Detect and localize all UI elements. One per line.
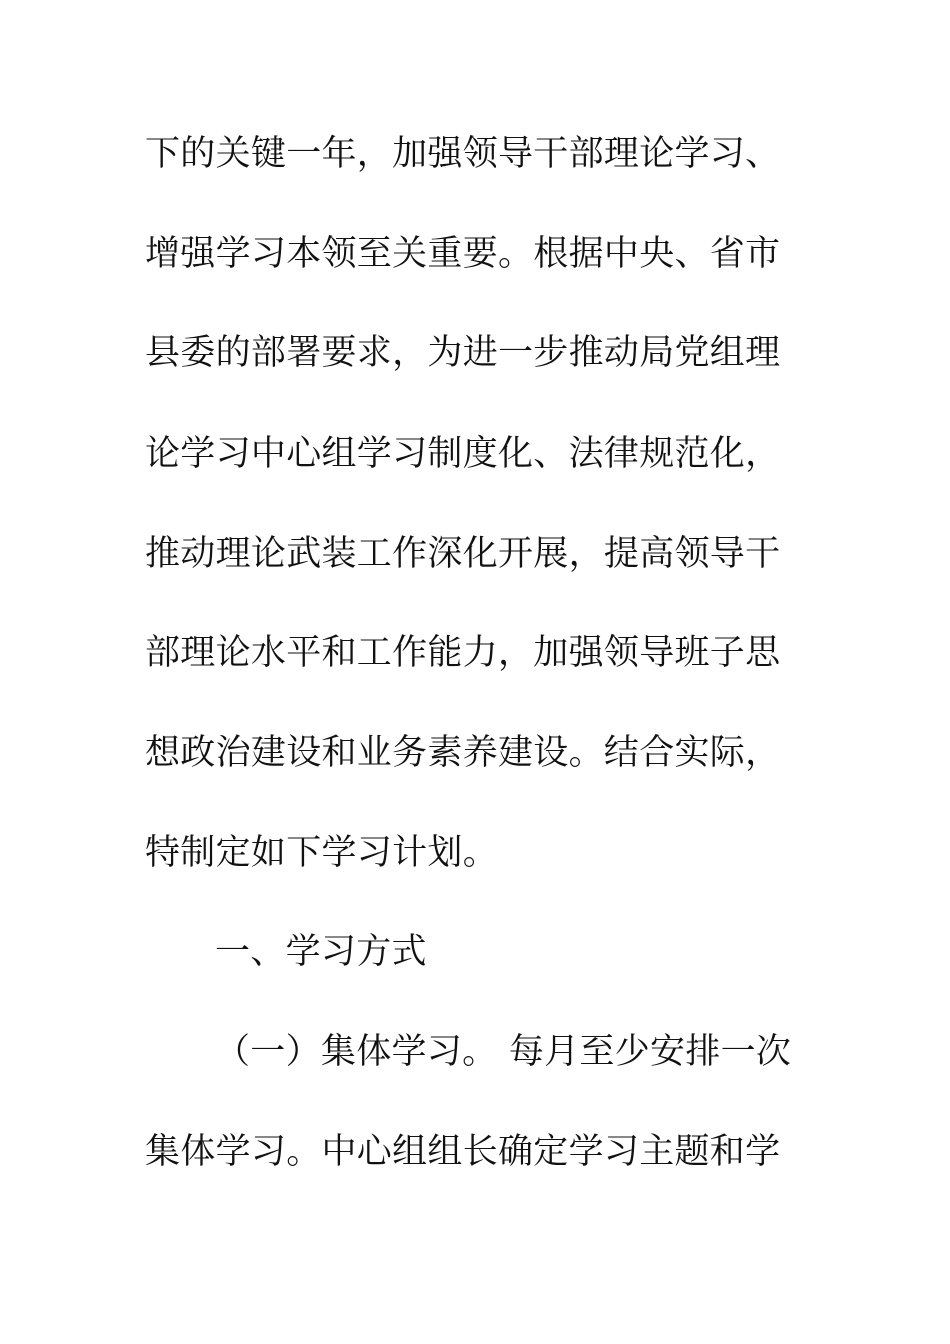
body-text-line: 县委的部署要求，为进一步推动局党组理 bbox=[145, 333, 781, 373]
section-heading: 一、学习方式 bbox=[215, 932, 427, 972]
body-text-line: 下的关键一年，加强领导干部理论学习、 bbox=[145, 134, 781, 174]
body-text-line: 部理论水平和工作能力，加强领导班子思 bbox=[145, 633, 781, 673]
body-text-line: 想政治建设和业务素养建设。结合实际， bbox=[145, 733, 781, 773]
body-text-line: 增强学习本领至关重要。根据中央、省市 bbox=[145, 234, 781, 274]
body-text-line: 推动理论武装工作深化开展，提高领导干 bbox=[145, 534, 781, 574]
body-text-line: 特制定如下学习计划。 bbox=[145, 833, 499, 873]
subsection-text-line: （一）集体学习。 每月至少安排一次 bbox=[215, 1032, 792, 1072]
body-text-line: 论学习中心组学习制度化、法律规范化， bbox=[145, 434, 781, 474]
body-text-line: 集体学习。中心组组长确定学习主题和学 bbox=[145, 1132, 781, 1172]
